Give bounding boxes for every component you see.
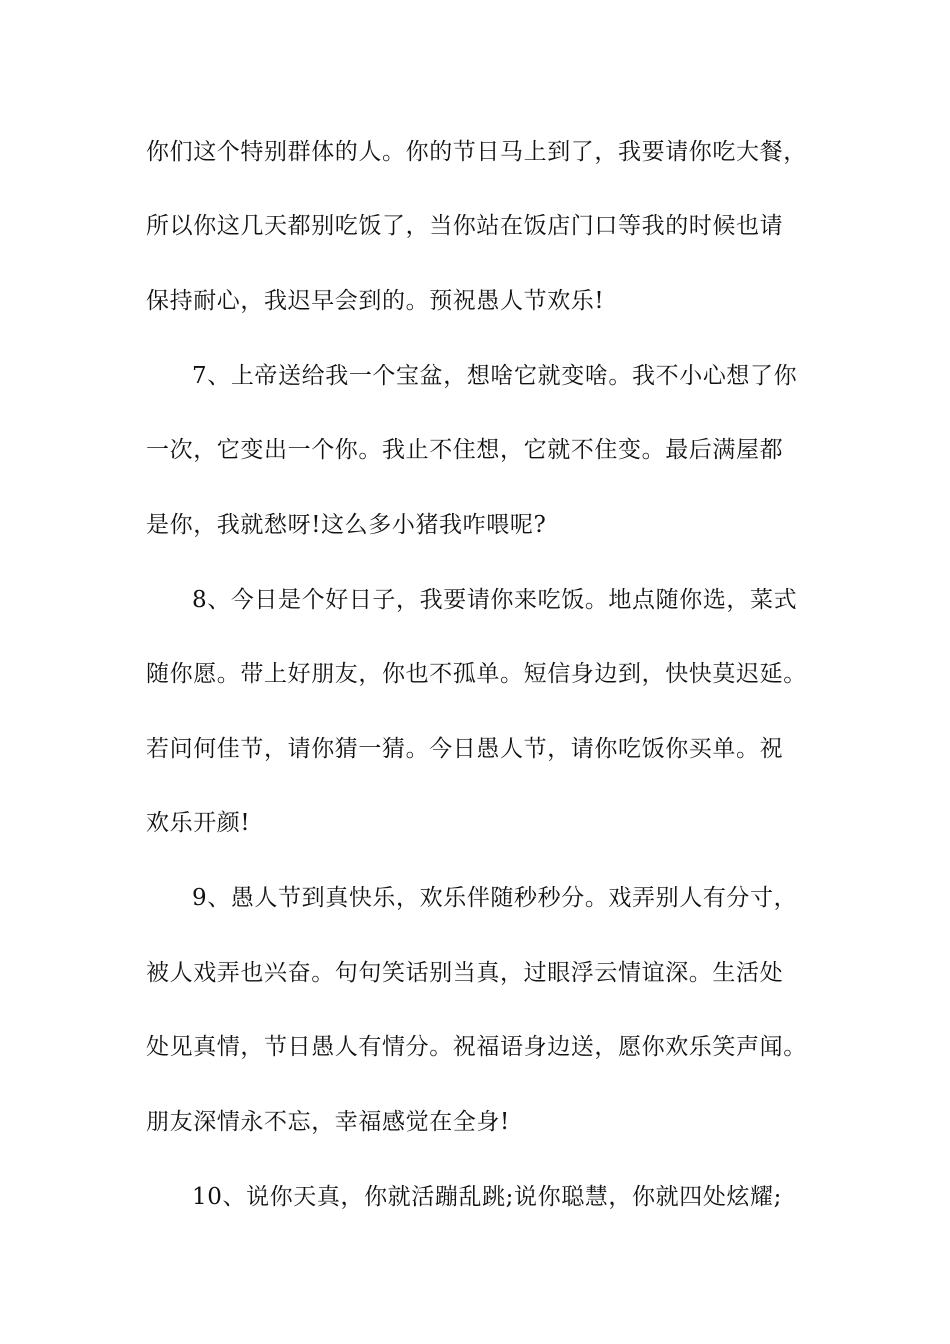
- text-line: 被人戏弄也兴奋。句句笑话别当真，过眼浮云情谊深。生活处: [146, 960, 784, 986]
- paragraph-start-line: 10、说你天真，你就活蹦乱跳;说你聪慧，你就四处炫耀;: [192, 1184, 782, 1210]
- paragraph-start-line: 8、今日是个好日子，我要请你来吃饭。地点随你选，菜式: [192, 587, 798, 613]
- text-line: 是你，我就愁呀!这么多小猪我咋喂呢?: [146, 512, 547, 538]
- text-line: 欢乐开颜!: [146, 810, 251, 836]
- text-line: 朋友深情永不忘，幸福感觉在全身!: [146, 1109, 510, 1135]
- text-line: 若问何佳节，请你猜一猜。今日愚人节，请你吃饭你买单。祝: [146, 736, 784, 762]
- text-line: 随你愿。带上好朋友，你也不孤单。短信身边到，快快莫迟延。: [146, 661, 807, 687]
- paragraph-start-line: 7、上帝送给我一个宝盆，想啥它就变啥。我不小心想了你: [192, 363, 798, 389]
- text-line: 保持耐心，我迟早会到的。预祝愚人节欢乐!: [146, 288, 605, 314]
- text-line: 你们这个特别群体的人。你的节日马上到了，我要请你吃大餐，: [146, 139, 807, 165]
- paragraph-start-line: 9、愚人节到真快乐，欢乐伴随秒秒分。戏弄别人有分寸，: [192, 885, 798, 911]
- text-line: 所以你这几天都别吃饭了，当你站在饭店门口等我的时候也请: [146, 213, 784, 239]
- text-line: 处见真情，节日愚人有情分。祝福语身边送，愿你欢乐笑声闻。: [146, 1034, 807, 1060]
- text-line: 一次，它变出一个你。我止不住想，它就不住变。最后满屋都: [146, 437, 784, 463]
